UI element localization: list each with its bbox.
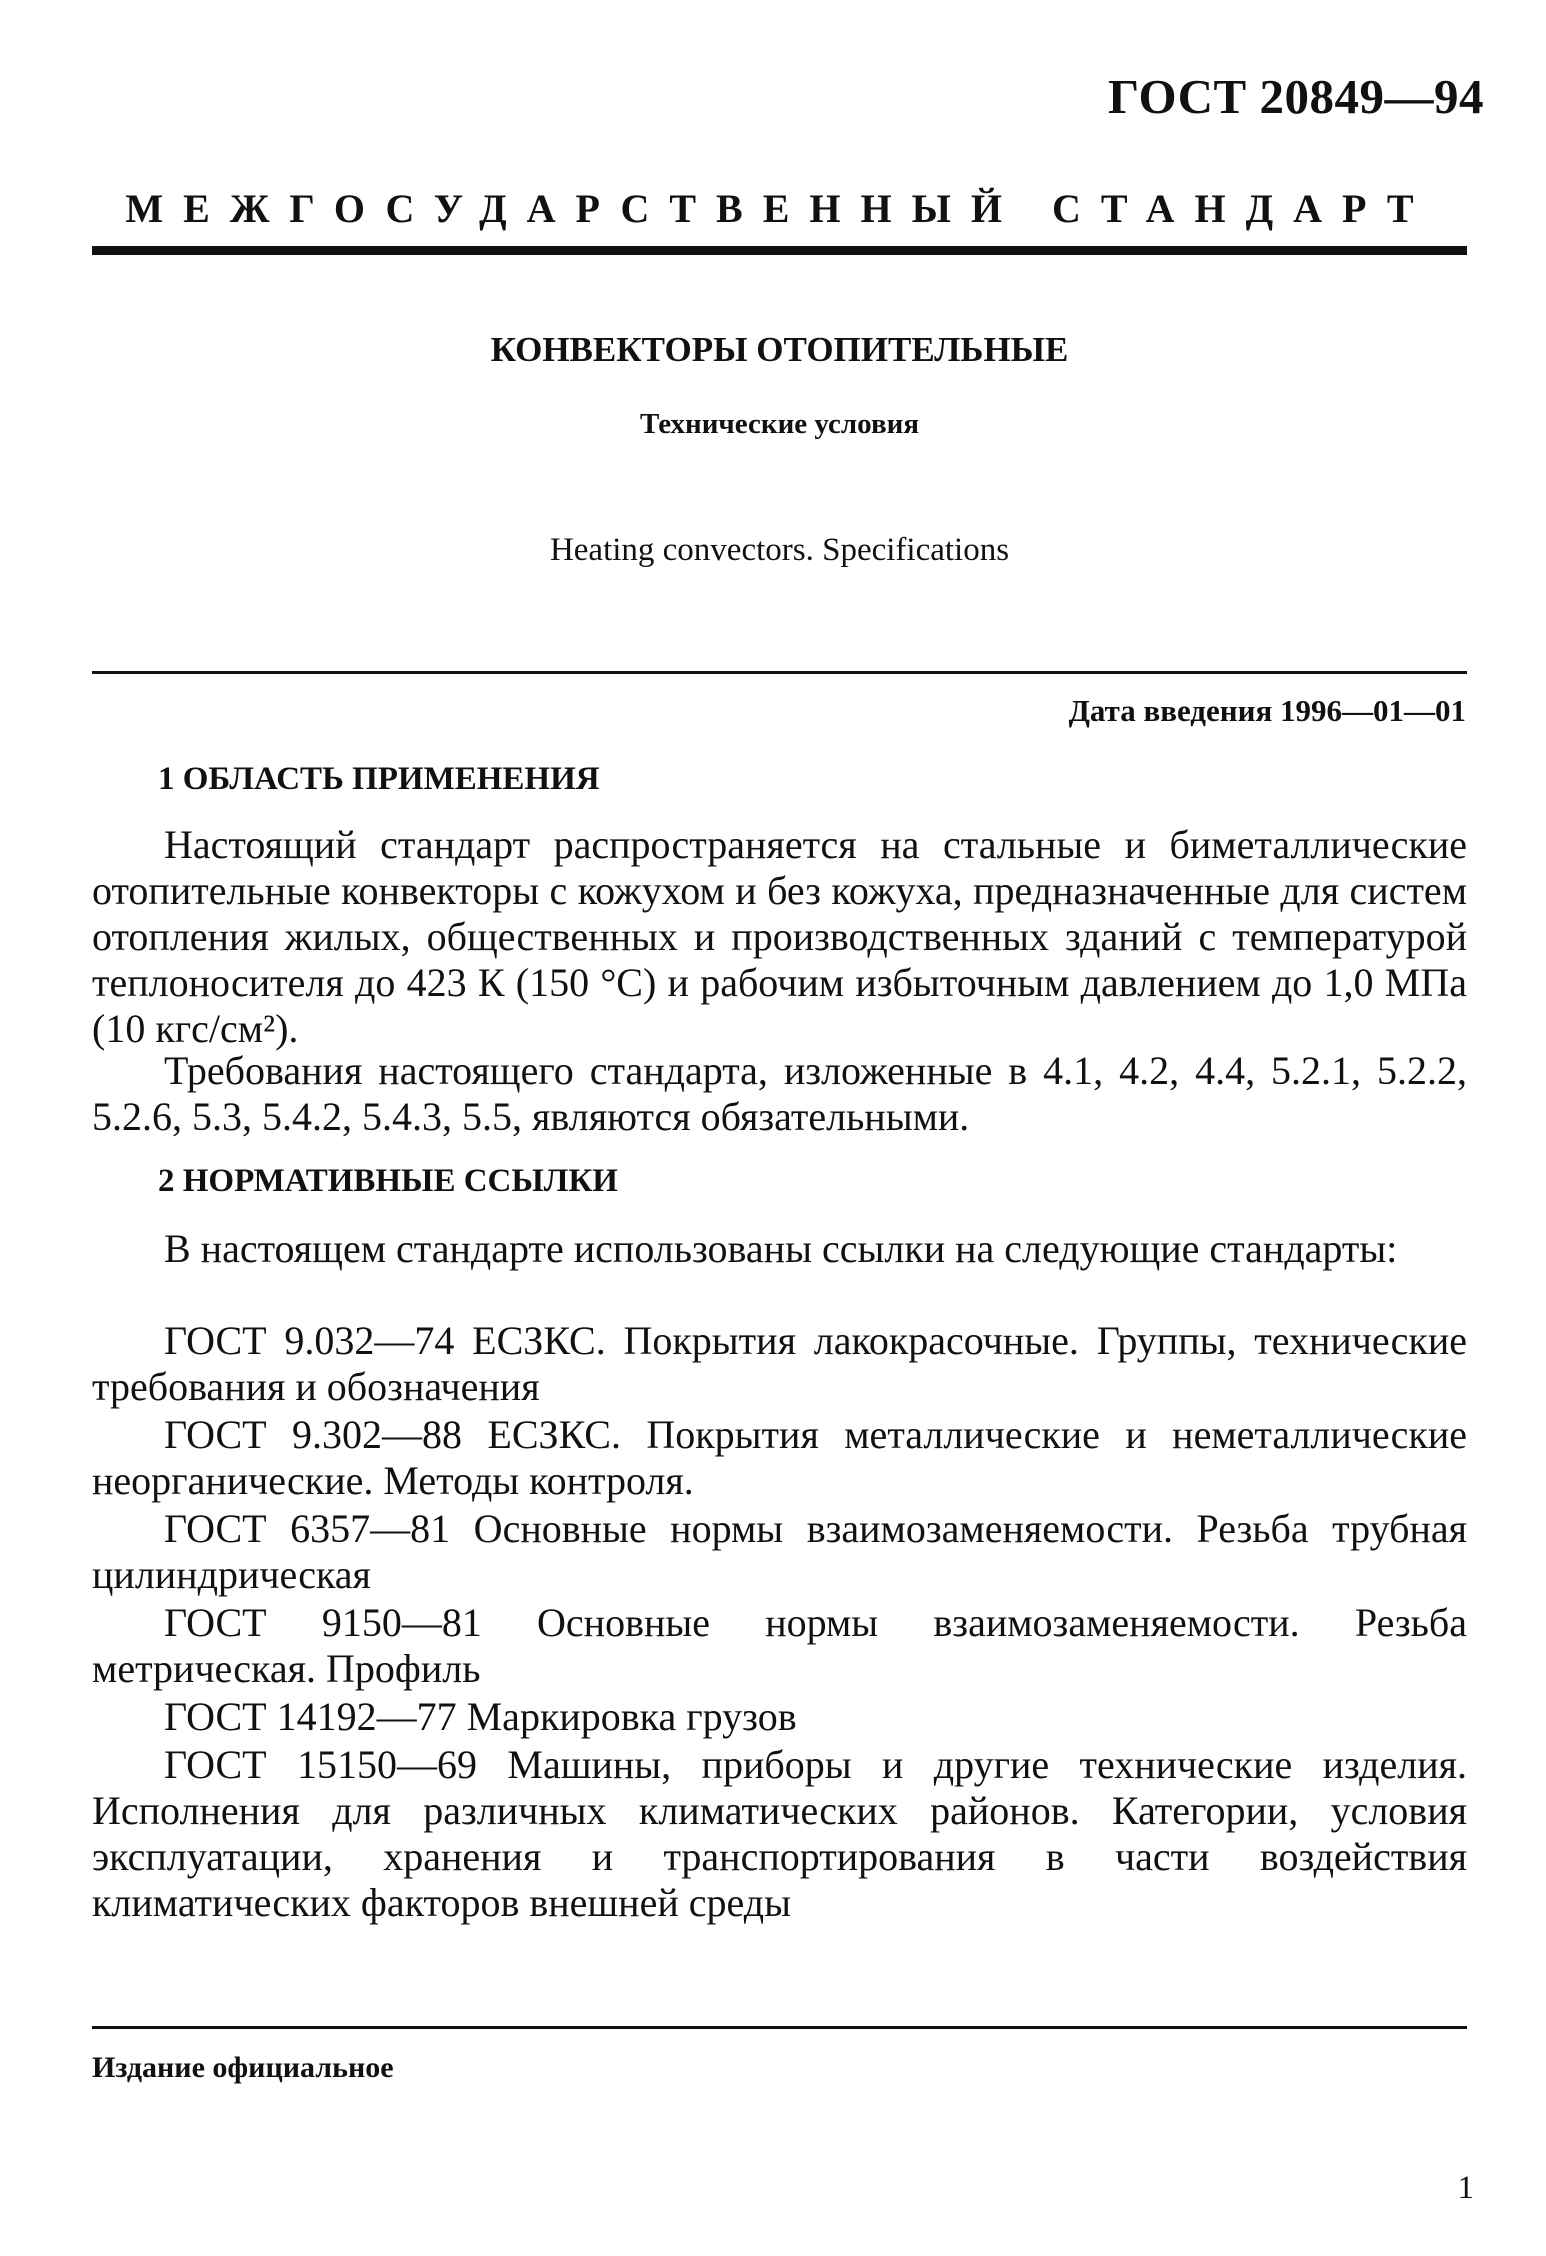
doc-subtitle: Технические условия bbox=[639, 408, 920, 440]
reference-item: ГОСТ 6357—81 Основные нормы взаимозаменяемости. Резьба трубная цилиндрическая bbox=[92, 1506, 1467, 1597]
official-edition-note: Издание официальное bbox=[92, 2051, 394, 2084]
references-list bbox=[92, 1318, 1467, 1928]
section-heading-references: 2 НОРМАТИВНЫЕ ССЫЛКИ bbox=[158, 1163, 618, 1199]
reference-item: ГОСТ 9.032—74 ЕСЗКС. Покрытия лакокрасочные. Группы, технические требования и обозначения bbox=[92, 1318, 1467, 1409]
references-intro: В настоящем стандарте использованы ссылки на следующие стандарты: bbox=[164, 1226, 1398, 1271]
header-rule bbox=[92, 246, 1467, 255]
page-number: 1 bbox=[1457, 2170, 1474, 2206]
footer-rule bbox=[92, 2026, 1467, 2029]
scope-paragraph-mandatory: Требования настоящего стандарта, изложенные в 4.1, 4.2, 4.4, 5.2.1, 5.2.2, 5.2.6, 5.3, 5.4.2, 5.4.3, 5.5, являются обязательными. bbox=[92, 1048, 1467, 1139]
reference-item: ГОСТ 9.302—88 ЕСЗКС. Покрытия металлические и неметаллические неорганические. Методы контроля. bbox=[92, 1412, 1467, 1503]
scope-paragraph: Настоящий стандарт распространяется на стальные и биметаллические отопительные конвекторы с кожухом и без кожуха, предназначенные для систем отопления жилых, общественных и производственных зданий с температурой теплоносителя до 423 К (150 °С) и рабочим избыточным давлением до 1,0 МПа (10 кгс/см²). bbox=[92, 822, 1467, 1051]
section-heading-scope: 1 ОБЛАСТЬ ПРИМЕНЕНИЯ bbox=[158, 761, 600, 797]
reference-item: ГОСТ 9150—81 Основные нормы взаимозаменяемости. Резьба метрическая. Профиль bbox=[92, 1600, 1467, 1691]
doc-title-english: Heating convectors. Specifications bbox=[549, 532, 1010, 568]
reference-item: ГОСТ 15150—69 Машины, приборы и другие технические изделия. Исполнения для различных климатических районов. Категории, условия эксплуатации, хранения и транспортирования в части воздействия климатических факторов внешней среды bbox=[92, 1742, 1467, 1925]
title-rule bbox=[92, 671, 1467, 674]
doc-code: ГОСТ 20849—94 bbox=[1108, 69, 1484, 124]
reference-item: ГОСТ 14192—77 Маркировка грузов bbox=[164, 1694, 797, 1739]
doc-title: КОНВЕКТОРЫ ОТОПИТЕЛЬНЫЕ bbox=[490, 330, 1069, 369]
standard-type-heading: МЕЖГОСУДАРСТВЕННЫЙ СТАНДАРТ bbox=[125, 186, 1434, 231]
intro-date: Дата введения 1996—01—01 bbox=[1068, 693, 1466, 728]
